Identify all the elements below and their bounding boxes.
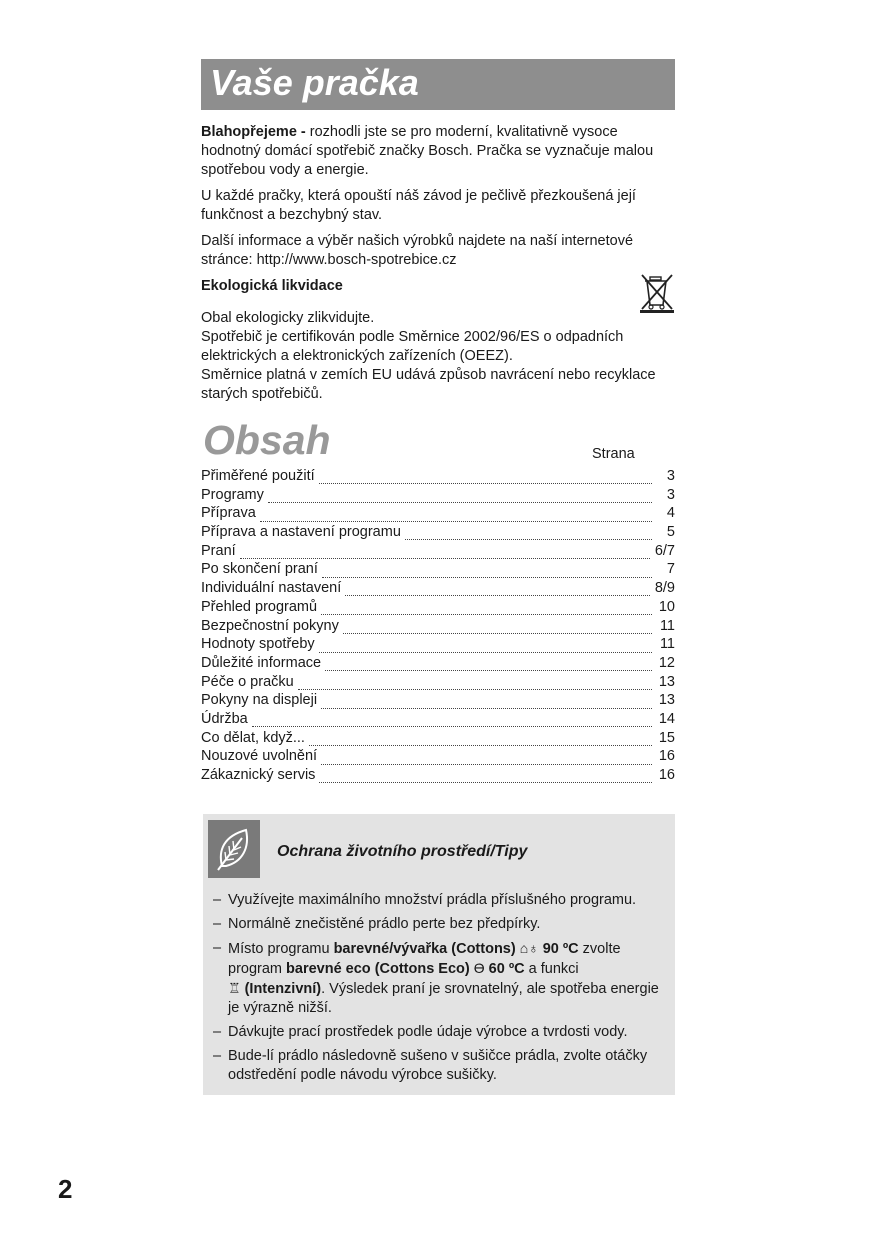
toc-entry bbox=[201, 691, 675, 710]
toc-leader-dots bbox=[321, 753, 652, 765]
eco-line: Obal ekologicky zlikvidujte. bbox=[201, 310, 375, 326]
toc-leader-dots bbox=[343, 622, 652, 634]
toc-entry bbox=[201, 766, 675, 785]
toc-entry bbox=[201, 467, 675, 486]
toc-leader-dots bbox=[319, 472, 652, 484]
toc-leader-dots bbox=[268, 491, 652, 503]
toc-entry bbox=[201, 560, 675, 579]
toc-leader-dots bbox=[322, 566, 652, 578]
tips-list bbox=[213, 891, 668, 1090]
toc-entry-label: Individuální nastavení bbox=[201, 580, 342, 597]
toc-entry bbox=[201, 542, 675, 561]
toc-leader-dots bbox=[319, 771, 652, 783]
eco-line: Spotřebič je certifikován podle Směrnice 2002/96/ES o odpadních elektrických a elektronických zařízeních (OEEZ). bbox=[201, 329, 624, 364]
toc-entry-label: Přehled programů bbox=[201, 598, 318, 615]
contents-page-header: Strana bbox=[592, 446, 635, 462]
toc-entry bbox=[201, 710, 675, 729]
toc-entry-page: 4 bbox=[666, 505, 675, 522]
toc-entry-page: 11 bbox=[659, 636, 675, 653]
toc-entry bbox=[201, 617, 675, 636]
environment-tips-box bbox=[203, 814, 675, 1095]
tip-item: – Normálně znečistěné prádlo perte bez předpírky. bbox=[213, 915, 668, 934]
tip-text: Místo programu bbox=[228, 941, 334, 957]
page-title: Vaše pračka bbox=[210, 62, 419, 103]
toc-entry-page: 12 bbox=[658, 654, 675, 671]
intro-bold-lead: Blahopřejeme - bbox=[201, 124, 306, 140]
eco-disposal-title: Ekologická likvidace bbox=[201, 278, 343, 294]
toc-leader-dots bbox=[325, 659, 652, 671]
tip-item bbox=[213, 939, 668, 1018]
program-name: barevné eco (Cottons Eco) bbox=[286, 961, 470, 977]
toc-leader-dots bbox=[309, 734, 652, 746]
toc-entry bbox=[201, 523, 675, 542]
cottons-program-icon: ⌂♁ bbox=[519, 940, 539, 956]
toc-entry-page: 3 bbox=[666, 486, 675, 503]
toc-entry-page: 13 bbox=[658, 673, 675, 690]
toc-entry-page: 8/9 bbox=[654, 580, 675, 597]
toc-entry bbox=[201, 486, 675, 505]
toc-entry-page: 16 bbox=[658, 767, 675, 783]
weee-crossed-bin-icon bbox=[640, 273, 674, 313]
eco-program-icon: ϴ bbox=[473, 960, 485, 976]
leaf-icon-box bbox=[208, 820, 260, 878]
toc-entry bbox=[201, 635, 675, 654]
toc-entry-label: Hodnoty spotřeby bbox=[201, 636, 315, 653]
tip-text: zvolte program bbox=[228, 941, 621, 977]
toc-entry-page: 6/7 bbox=[654, 542, 675, 559]
toc-leader-dots bbox=[345, 584, 650, 596]
tip-item: – Bude-lí prádlo následovně sušeno v sušičce prádla, zvolte otáčky odstředění podle návodu výrobce sušičky. bbox=[213, 1047, 668, 1085]
toc-leader-dots bbox=[321, 603, 652, 615]
eco-line: Směrnice platná v zemích EU udává způsob navrácení nebo recyklace starých spotřebičů. bbox=[201, 367, 656, 402]
toc-entry bbox=[201, 747, 675, 766]
program-name: barevné/vývařka (Cottons) bbox=[333, 941, 516, 957]
toc-entry bbox=[201, 579, 675, 598]
toc-entry-label: Zákaznický servis bbox=[201, 767, 316, 783]
toc-entry bbox=[201, 729, 675, 748]
toc-entry-label: Údržba bbox=[201, 710, 248, 727]
toc-entry bbox=[201, 504, 675, 523]
intro-text-1: rozhodli jste se pro moderní, kvalitativně vysoce hodnotný domácí spotřebič značky Bosch. Pračka se vyznačuje malou spotřebou vody a energie. bbox=[201, 124, 654, 178]
toc-entry-label: Praní bbox=[201, 542, 236, 559]
temperature-value: 90 ºC bbox=[538, 941, 579, 957]
intro-paragraph-1 bbox=[201, 123, 675, 180]
toc-entry-page: 15 bbox=[658, 729, 675, 746]
tip-text: a funkci bbox=[524, 961, 579, 977]
toc-entry-label: Co dělat, když... bbox=[201, 729, 305, 746]
temperature-value: 60 ºC bbox=[484, 961, 525, 977]
toc-leader-dots bbox=[319, 641, 652, 653]
tip-item: – Využívejte maximálního množství prádla příslušného programu. bbox=[213, 891, 668, 910]
toc-entry-label: Bezpečnostní pokyny bbox=[201, 617, 339, 634]
toc-entry-page: 13 bbox=[658, 692, 675, 709]
toc-entry-label: Pokyny na displeji bbox=[201, 692, 318, 709]
toc-entry-page: 5 bbox=[666, 524, 675, 541]
toc-leader-dots bbox=[252, 715, 652, 727]
toc-entry bbox=[201, 598, 675, 617]
table-of-contents bbox=[201, 467, 675, 785]
intro-paragraph-2: U každé pračky, která opouští náš závod je pečlivě přezkoušená její funkčnost a bezchybný stav. bbox=[201, 188, 636, 223]
intro-paragraph-3: Další informace a výběr našich výrobků najdete na naší internetové stránce: http://www.bosch-spotrebice.cz bbox=[201, 233, 634, 268]
toc-entry-label: Přiměřené použití bbox=[201, 468, 315, 484]
toc-leader-dots bbox=[298, 678, 652, 690]
toc-entry bbox=[201, 673, 675, 692]
toc-entry-page: 16 bbox=[658, 748, 675, 765]
toc-entry-label: Příprava bbox=[201, 505, 256, 522]
toc-entry-page: 7 bbox=[666, 561, 675, 578]
tips-title: Ochrana životního prostředí/Tipy bbox=[277, 843, 528, 860]
toc-entry-page: 10 bbox=[658, 598, 675, 615]
function-name: (Intenzivní) bbox=[240, 981, 322, 997]
toc-leader-dots bbox=[240, 547, 650, 559]
toc-entry-page: 14 bbox=[658, 710, 675, 727]
toc-leader-dots bbox=[260, 510, 652, 522]
eco-disposal-text bbox=[201, 309, 675, 404]
toc-entry-label: Důležité informace bbox=[201, 654, 322, 671]
leaf-icon bbox=[208, 820, 260, 878]
tip-item: – Dávkujte prací prostředek podle údaje výrobce a tvrdosti vody. bbox=[213, 1023, 668, 1042]
toc-leader-dots bbox=[321, 697, 652, 709]
intensive-function-icon: ♖ bbox=[228, 980, 241, 996]
toc-entry-label: Péče o pračku bbox=[201, 673, 294, 690]
toc-entry-page: 11 bbox=[659, 617, 675, 634]
toc-entry-page: 3 bbox=[666, 468, 675, 484]
toc-entry-label: Příprava a nastavení programu bbox=[201, 524, 401, 541]
toc-entry-label: Programy bbox=[201, 486, 264, 503]
toc-entry-label: Po skončení praní bbox=[201, 561, 318, 578]
toc-entry-label: Nouzové uvolnění bbox=[201, 748, 318, 765]
contents-title: Obsah bbox=[203, 417, 331, 463]
toc-leader-dots bbox=[405, 528, 652, 540]
tip-text: . Výsledek praní je srovnatelný, ale spotřeba energie je výrazně nižší. bbox=[228, 981, 659, 1016]
intro-section bbox=[201, 123, 675, 277]
toc-entry bbox=[201, 654, 675, 673]
header-bar bbox=[201, 59, 675, 110]
page-number: 2 bbox=[58, 1174, 73, 1204]
